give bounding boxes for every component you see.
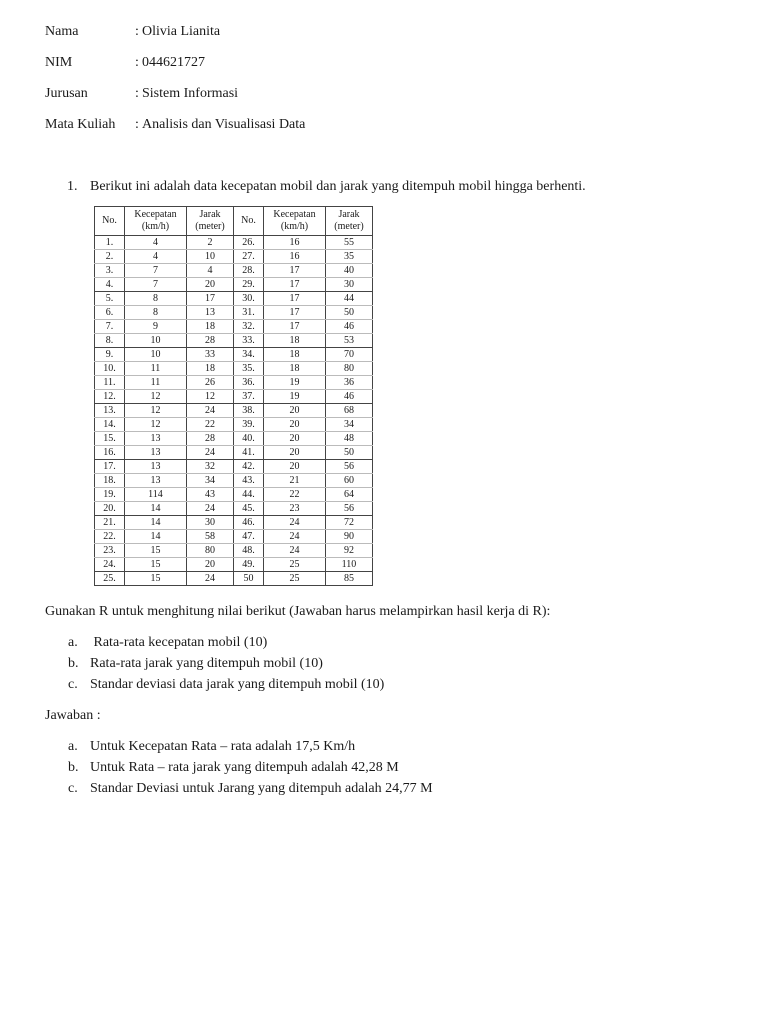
- table-cell: 90: [326, 530, 373, 544]
- table-cell: 10.: [95, 362, 125, 376]
- table-cell: 17.: [95, 460, 125, 474]
- table-cell: 19.: [95, 488, 125, 502]
- table-cell: 40: [326, 264, 373, 278]
- table-cell: 12: [187, 390, 234, 404]
- table-cell: 17: [264, 278, 326, 292]
- table-cell: 18: [187, 362, 234, 376]
- table-cell: 24: [264, 544, 326, 558]
- table-row: [95, 530, 373, 544]
- table-cell: 46: [326, 320, 373, 334]
- table-cell: 85: [326, 572, 373, 586]
- table-header-cell: Jarak (meter): [326, 207, 373, 236]
- table-cell: 17: [264, 306, 326, 320]
- table-row: [95, 516, 373, 530]
- table-cell: 20: [264, 418, 326, 432]
- table-cell: 19: [264, 390, 326, 404]
- table-cell: 24: [187, 572, 234, 586]
- table-cell: 7: [125, 278, 187, 292]
- table-cell: 20: [264, 432, 326, 446]
- table-row: [95, 488, 373, 502]
- list-marker: a.: [68, 635, 78, 650]
- table-cell: 15: [125, 572, 187, 586]
- table-cell: 17: [187, 292, 234, 306]
- table-cell: 16: [264, 236, 326, 250]
- header-value: Olivia Lianita: [142, 24, 221, 39]
- table-cell: 17: [264, 320, 326, 334]
- table-cell: 4: [125, 236, 187, 250]
- table-cell: 72: [326, 516, 373, 530]
- question-text: Berikut ini adalah data kecepatan mobil dan jarak yang ditempuh mobil hingga berhenti.: [90, 179, 586, 194]
- table-row: [95, 558, 373, 572]
- table-cell: 12: [125, 418, 187, 432]
- table-body: [95, 236, 373, 586]
- table-cell: 18: [187, 320, 234, 334]
- table-cell: 17: [264, 292, 326, 306]
- table-row: [95, 334, 373, 348]
- table-row: [95, 544, 373, 558]
- table-cell: 53: [326, 334, 373, 348]
- table-cell: 23: [264, 502, 326, 516]
- table-cell: 30: [326, 278, 373, 292]
- table-row: [95, 418, 373, 432]
- table-cell: 20: [187, 278, 234, 292]
- table-cell: 60: [326, 474, 373, 488]
- table-cell: 8: [125, 292, 187, 306]
- table-cell: 11: [125, 376, 187, 390]
- table-cell: 13.: [95, 404, 125, 418]
- table-cell: 28.: [234, 264, 264, 278]
- table-row: [95, 278, 373, 292]
- task-text: Rata-rata jarak yang ditempuh mobil (10): [90, 656, 323, 671]
- table-cell: 35.: [234, 362, 264, 376]
- table-cell: 18: [264, 334, 326, 348]
- table-cell: 25: [264, 558, 326, 572]
- header-label: Nama: [45, 24, 79, 39]
- table-cell: 20: [187, 558, 234, 572]
- table-cell: 28: [187, 334, 234, 348]
- table-cell: 30.: [234, 292, 264, 306]
- table-cell: 13: [125, 460, 187, 474]
- table-cell: 20.: [95, 502, 125, 516]
- table-cell: 12: [125, 404, 187, 418]
- table-cell: 26.: [234, 236, 264, 250]
- table-cell: 17: [264, 264, 326, 278]
- table-cell: 2: [187, 236, 234, 250]
- table-cell: 50: [326, 446, 373, 460]
- table-header-cell: Kecepatan (km/h): [125, 207, 187, 236]
- table-cell: 7: [125, 264, 187, 278]
- header-label: Mata Kuliah: [45, 117, 116, 132]
- table-cell: 25.: [95, 572, 125, 586]
- list-marker: b.: [68, 760, 79, 775]
- table-cell: 48: [326, 432, 373, 446]
- table-row: [95, 348, 373, 362]
- table-cell: 19: [264, 376, 326, 390]
- answer-text: Untuk Rata – rata jarak yang ditempuh adalah 42,28 M: [90, 760, 399, 775]
- instruction-text: Gunakan R untuk menghitung nilai berikut (Jawaban harus melampirkan hasil kerja di R):: [45, 604, 551, 619]
- table-cell: 34: [187, 474, 234, 488]
- table-cell: 14: [125, 502, 187, 516]
- table-cell: 4: [125, 250, 187, 264]
- header-label: Jurusan: [45, 86, 88, 101]
- table-cell: 56: [326, 502, 373, 516]
- list-marker: b.: [68, 656, 79, 671]
- table-cell: 29.: [234, 278, 264, 292]
- table-cell: 16: [264, 250, 326, 264]
- table-cell: 15: [125, 544, 187, 558]
- header-label: NIM: [45, 55, 73, 70]
- table-cell: 48.: [234, 544, 264, 558]
- table-cell: 13: [125, 446, 187, 460]
- table-cell: 24: [187, 446, 234, 460]
- answer-label: Jawaban :: [45, 708, 101, 723]
- table-cell: 21.: [95, 516, 125, 530]
- table-cell: 13: [125, 432, 187, 446]
- table-cell: 6.: [95, 306, 125, 320]
- table-cell: 31.: [234, 306, 264, 320]
- table-cell: 25: [264, 572, 326, 586]
- table-cell: 27.: [234, 250, 264, 264]
- table-cell: 11: [125, 362, 187, 376]
- table-cell: 33: [187, 348, 234, 362]
- table-cell: 16.: [95, 446, 125, 460]
- table-cell: 14.: [95, 418, 125, 432]
- table-cell: 43.: [234, 474, 264, 488]
- answer-text: Standar Deviasi untuk Jarang yang ditempuh adalah 24,77 M: [90, 781, 433, 796]
- table-cell: 10: [187, 250, 234, 264]
- table-cell: 22: [187, 418, 234, 432]
- table-header-cell: Kecepatan (km/h): [264, 207, 326, 236]
- table-cell: 32.: [234, 320, 264, 334]
- list-marker: c.: [68, 781, 78, 796]
- table-cell: 42.: [234, 460, 264, 474]
- header-separator: :: [135, 86, 139, 101]
- table-cell: 15.: [95, 432, 125, 446]
- table-cell: 50: [326, 306, 373, 320]
- table-cell: 20: [264, 460, 326, 474]
- table-cell: 92: [326, 544, 373, 558]
- table-cell: 18: [264, 362, 326, 376]
- table-cell: 44: [326, 292, 373, 306]
- header-separator: :: [135, 117, 139, 132]
- table-cell: 36.: [234, 376, 264, 390]
- table-cell: 39.: [234, 418, 264, 432]
- table-cell: 70: [326, 348, 373, 362]
- table-cell: 22: [264, 488, 326, 502]
- table-cell: 18: [264, 348, 326, 362]
- table-cell: 46.: [234, 516, 264, 530]
- table-cell: 9.: [95, 348, 125, 362]
- table-cell: 24: [264, 516, 326, 530]
- table-cell: 13: [125, 474, 187, 488]
- table-cell: 2.: [95, 250, 125, 264]
- header-separator: :: [135, 24, 139, 39]
- table-cell: 14: [125, 516, 187, 530]
- table-cell: 20: [264, 404, 326, 418]
- table-header-cell: Jarak (meter): [187, 207, 234, 236]
- table-cell: 12: [125, 390, 187, 404]
- table-row: [95, 306, 373, 320]
- data-table: [94, 206, 373, 586]
- table-cell: 64: [326, 488, 373, 502]
- table-header-cell: No.: [234, 207, 264, 236]
- table-cell: 80: [326, 362, 373, 376]
- list-marker: a.: [68, 739, 78, 754]
- table-row: [95, 362, 373, 376]
- table-row: [95, 292, 373, 306]
- table-cell: 14: [125, 530, 187, 544]
- table-cell: 4.: [95, 278, 125, 292]
- table-cell: 3.: [95, 264, 125, 278]
- answer-text: Untuk Kecepatan Rata – rata adalah 17,5 Km/h: [90, 739, 356, 754]
- table-cell: 10: [125, 334, 187, 348]
- table-cell: 41.: [234, 446, 264, 460]
- table-cell: 1.: [95, 236, 125, 250]
- table-cell: 8.: [95, 334, 125, 348]
- table-row: [95, 460, 373, 474]
- task-text: Rata-rata kecepatan mobil (10): [90, 635, 268, 650]
- table-row: [95, 404, 373, 418]
- table-cell: 58: [187, 530, 234, 544]
- table-row: [95, 320, 373, 334]
- task-text: Standar deviasi data jarak yang ditempuh mobil (10): [90, 677, 385, 692]
- table-row: [95, 474, 373, 488]
- header-value: Analisis dan Visualisasi Data: [142, 117, 306, 132]
- table-cell: 110: [326, 558, 373, 572]
- table-cell: 26: [187, 376, 234, 390]
- table-cell: 24: [187, 502, 234, 516]
- table-cell: 23.: [95, 544, 125, 558]
- table-cell: 44.: [234, 488, 264, 502]
- table-cell: 15: [125, 558, 187, 572]
- table-cell: 35: [326, 250, 373, 264]
- table-cell: 38.: [234, 404, 264, 418]
- table-cell: 30: [187, 516, 234, 530]
- question-number: 1.: [67, 179, 78, 194]
- table-cell: 12.: [95, 390, 125, 404]
- table-cell: 21: [264, 474, 326, 488]
- table-cell: 36: [326, 376, 373, 390]
- table-cell: 56: [326, 460, 373, 474]
- table-cell: 24: [264, 530, 326, 544]
- table-cell: 7.: [95, 320, 125, 334]
- header-value: Sistem Informasi: [142, 86, 239, 101]
- header-value: 044621727: [142, 55, 205, 70]
- table-row: [95, 390, 373, 404]
- table-cell: 28: [187, 432, 234, 446]
- table-row: [95, 376, 373, 390]
- table-cell: 32: [187, 460, 234, 474]
- table-cell: 114: [125, 488, 187, 502]
- table-cell: 80: [187, 544, 234, 558]
- list-marker: c.: [68, 677, 78, 692]
- table-header-row: [95, 207, 373, 236]
- table-cell: 49.: [234, 558, 264, 572]
- table-row: [95, 432, 373, 446]
- table-cell: 55: [326, 236, 373, 250]
- table-cell: 18.: [95, 474, 125, 488]
- table-row: [95, 502, 373, 516]
- table-cell: 34: [326, 418, 373, 432]
- table-cell: 8: [125, 306, 187, 320]
- table-cell: 24: [187, 404, 234, 418]
- table-cell: 9: [125, 320, 187, 334]
- table-cell: 43: [187, 488, 234, 502]
- table-cell: 46: [326, 390, 373, 404]
- table-cell: 33.: [234, 334, 264, 348]
- table-cell: 5.: [95, 292, 125, 306]
- table-cell: 11.: [95, 376, 125, 390]
- table-cell: 20: [264, 446, 326, 460]
- header-separator: :: [135, 55, 139, 70]
- table-cell: 34.: [234, 348, 264, 362]
- table-cell: 50: [234, 572, 264, 586]
- table-row: [95, 572, 373, 586]
- table-cell: 68: [326, 404, 373, 418]
- table-cell: 45.: [234, 502, 264, 516]
- table-cell: 37.: [234, 390, 264, 404]
- table-cell: 40.: [234, 432, 264, 446]
- table-cell: 47.: [234, 530, 264, 544]
- table-cell: 22.: [95, 530, 125, 544]
- table-row: [95, 236, 373, 250]
- table-cell: 4: [187, 264, 234, 278]
- table-header-cell: No.: [95, 207, 125, 236]
- table-cell: 24.: [95, 558, 125, 572]
- table-row: [95, 250, 373, 264]
- table-row: [95, 264, 373, 278]
- table-cell: 10: [125, 348, 187, 362]
- table-cell: 13: [187, 306, 234, 320]
- table-row: [95, 446, 373, 460]
